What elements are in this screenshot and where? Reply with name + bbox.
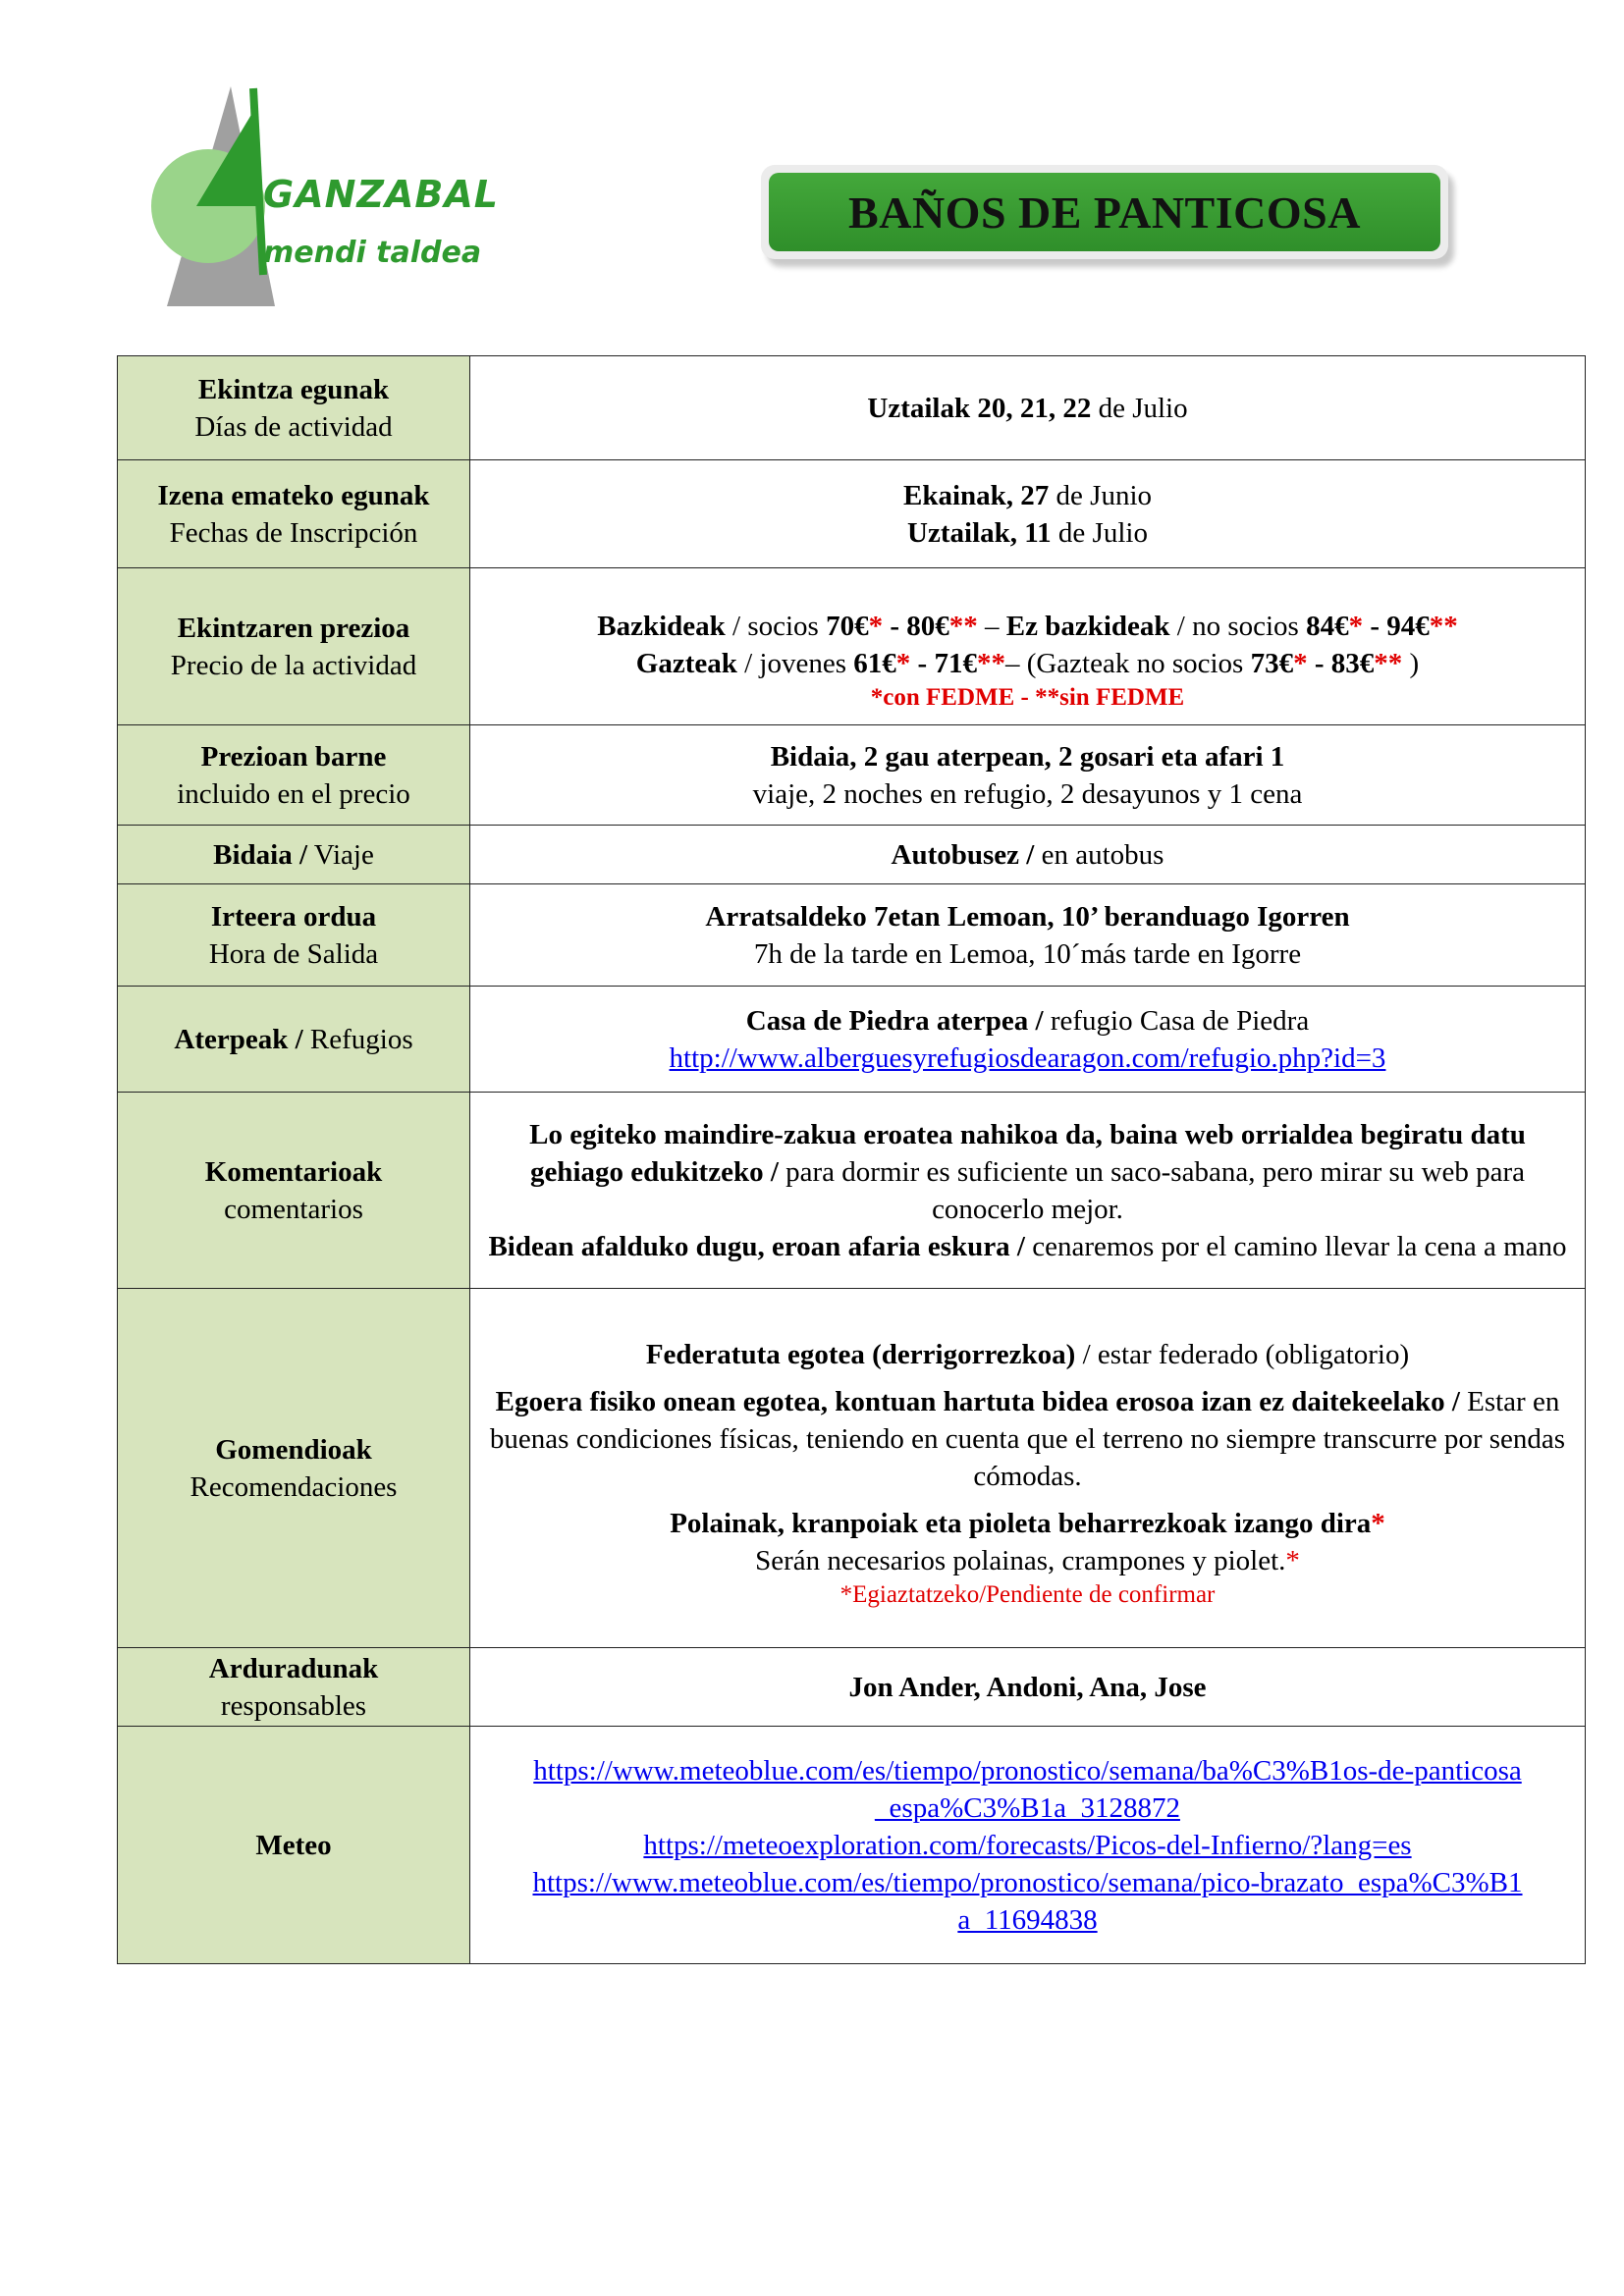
text-fragment: - 94€ xyxy=(1363,610,1430,642)
label-es: comentarios xyxy=(224,1193,363,1225)
row-viaje xyxy=(118,826,1586,884)
row-salida xyxy=(118,884,1586,987)
activity-table xyxy=(117,355,1586,1964)
text-fragment: Polainak, kranpoiak eta pioleta beharrezkoak izango dira xyxy=(670,1507,1372,1539)
text-fragment: ** xyxy=(976,647,1005,679)
text-fragment: Egoera fisiko onean egotea, kontuan hartuta bidea erosoa izan ez daitekeelako / xyxy=(495,1385,1460,1417)
text-fragment: * xyxy=(1371,1507,1385,1539)
text-fragment: ** xyxy=(1429,610,1458,642)
label-cell xyxy=(118,884,470,987)
text-fragment: Lo egiteko maindire-zakua eroatea nahikoa da, baina web orrialdea begiratu datu gehiago edukitzeko / xyxy=(529,1118,1526,1188)
label-es: responsables xyxy=(220,1689,367,1722)
text-fragment: * xyxy=(1348,610,1364,642)
text-fragment: * xyxy=(1293,647,1308,679)
label-eu: Irteera ordua xyxy=(210,900,377,933)
meteo-link-2[interactable]: https://meteoexploration.com/forecasts/Picos-del-Infierno/?lang=es xyxy=(643,1829,1412,1861)
title-banner xyxy=(761,165,1448,259)
text-fragment: Ez bazkideak xyxy=(1005,610,1170,642)
label-cell xyxy=(118,826,470,884)
row-refugios xyxy=(118,987,1586,1093)
row-meteo xyxy=(118,1727,1586,1964)
text-fragment: / estar federado (obligatorio) xyxy=(1075,1338,1410,1370)
text-fragment: 70€ xyxy=(826,610,869,642)
recommendation-1 xyxy=(484,1336,1571,1373)
inscription-day: Uztailak, 11 xyxy=(907,516,1052,549)
row-responsables xyxy=(118,1648,1586,1727)
text-fragment: ) xyxy=(1402,647,1420,679)
recommendation-note: *Egiaztatzeko/Pendiente de confirmar xyxy=(839,1580,1216,1608)
value-cell xyxy=(470,356,1586,460)
departure-es: 7h de la tarde en Lemoa, 10´más tarde en Igorre xyxy=(753,937,1302,970)
recommendation-3 xyxy=(484,1505,1571,1542)
recommendation-2 xyxy=(484,1383,1571,1495)
row-dias xyxy=(118,356,1586,460)
row-comentarios xyxy=(118,1093,1586,1289)
page-title: BAÑOS DE PANTICOSA xyxy=(848,187,1361,238)
label-cell xyxy=(118,1727,470,1964)
value-cell xyxy=(470,1289,1586,1648)
text-fragment: * xyxy=(895,647,911,679)
text-fragment: para dormir es suficiente un saco-sabana, pero mirar su web para conocerlo mejor. xyxy=(778,1155,1526,1225)
inscription-date-1 xyxy=(484,477,1571,514)
included-eu: Bidaia, 2 gau aterpean, 2 gosari eta afari 1 xyxy=(770,740,1285,773)
label-cell xyxy=(118,1289,470,1648)
label-eu: Komentarioak xyxy=(204,1155,383,1188)
text-fragment: / no socios xyxy=(1169,610,1307,642)
value-cell xyxy=(470,1727,1586,1964)
inscription-day: Ekainak, 27 xyxy=(902,479,1050,511)
text-fragment: 73€ xyxy=(1250,647,1294,679)
text-fragment: * xyxy=(1285,1544,1300,1576)
label-eu: Ekintzaren prezioa xyxy=(177,612,410,644)
refuge-name xyxy=(484,1002,1571,1040)
label-cell xyxy=(118,460,470,568)
label-eu: Aterpeak / xyxy=(174,1023,303,1055)
dates-value: Uztailak 20, 21, 22 xyxy=(867,392,1092,424)
value-cell xyxy=(470,1648,1586,1727)
text-fragment: – (Gazteak no socios xyxy=(1004,647,1251,679)
text-fragment: Casa de Piedra aterpea / xyxy=(745,1004,1044,1037)
label-eu: Meteo xyxy=(255,1829,332,1861)
value-cell xyxy=(470,826,1586,884)
label-eu: Izena emateko egunak xyxy=(157,479,430,511)
label-es: Días de actividad xyxy=(194,410,393,443)
comment-1 xyxy=(484,1116,1571,1228)
label-cell xyxy=(118,1648,470,1727)
label-cell xyxy=(118,1093,470,1289)
text-fragment: Bidean afalduko dugu, eroan afaria eskura / xyxy=(488,1230,1025,1262)
value-cell xyxy=(470,884,1586,987)
price-note: *con FEDME - **sin FEDME xyxy=(870,683,1185,711)
text-fragment: / socios xyxy=(725,610,827,642)
label-cell xyxy=(118,356,470,460)
text-fragment: - 83€ xyxy=(1307,647,1375,679)
label-eu: Arduradunak xyxy=(208,1652,379,1684)
label-cell xyxy=(118,568,470,725)
text-fragment: cenaremos por el camino llevar la cena a mano xyxy=(1025,1230,1567,1262)
text-fragment: 84€ xyxy=(1306,610,1349,642)
included-es: viaje, 2 noches en refugio, 2 desayunos y 1 cena xyxy=(752,777,1303,810)
title-banner-inner xyxy=(769,173,1440,251)
value-cell xyxy=(470,460,1586,568)
price-line-youth xyxy=(484,645,1571,682)
text-fragment: – xyxy=(977,610,1006,642)
text-fragment: - 71€ xyxy=(910,647,977,679)
label-cell xyxy=(118,725,470,826)
logo-name: GANZABAL xyxy=(263,173,499,216)
text-fragment: ** xyxy=(948,610,978,642)
meteo-link-1[interactable]: https://www.meteoblue.com/es/tiempo/pronostico/semana/ba%C3%B1os-de-panticosa_espa%C3%B1a_3128872 xyxy=(533,1754,1522,1824)
label-es: Precio de la actividad xyxy=(170,649,417,681)
travel-eu: Autobusez / xyxy=(891,838,1035,871)
row-precio xyxy=(118,568,1586,725)
text-fragment: Gazteak xyxy=(635,647,737,679)
inscription-date-2 xyxy=(484,514,1571,552)
text-fragment: Bazkideak xyxy=(597,610,726,642)
text-fragment: * xyxy=(868,610,884,642)
label-es: Viaje xyxy=(307,838,374,871)
logo-subtitle: mendi taldea xyxy=(263,236,482,270)
label-es: Hora de Salida xyxy=(208,937,379,970)
dates-month: de Julio xyxy=(1091,392,1188,424)
text-fragment: - 80€ xyxy=(883,610,949,642)
label-eu: Gomendioak xyxy=(215,1433,372,1466)
label-eu: Bidaia / xyxy=(213,838,308,871)
label-es: Recomendaciones xyxy=(189,1470,398,1503)
text-fragment: refugio Casa de Piedra xyxy=(1043,1004,1310,1037)
row-incluido xyxy=(118,725,1586,826)
value-cell xyxy=(470,725,1586,826)
row-recomendaciones xyxy=(118,1289,1586,1648)
value-cell xyxy=(470,1093,1586,1289)
label-es: Fechas de Inscripción xyxy=(169,516,418,549)
recommendation-4 xyxy=(484,1542,1571,1579)
meteo-link-3[interactable]: https://www.meteoblue.com/es/tiempo/pronostico/semana/pico-brazato_espa%C3%B1a_11694838 xyxy=(532,1866,1523,1936)
value-cell xyxy=(470,568,1586,725)
value-cell xyxy=(470,987,1586,1093)
label-es: incluido en el precio xyxy=(177,777,410,810)
row-inscripcion xyxy=(118,460,1586,568)
label-eu: Ekintza egunak xyxy=(197,373,390,405)
text-fragment: 61€ xyxy=(853,647,896,679)
label-eu: Prezioan barne xyxy=(200,740,387,773)
refuge-link[interactable]: http://www.alberguesyrefugiosdearagon.com/refugio.php?id=3 xyxy=(669,1041,1386,1074)
departure-eu: Arratsaldeko 7etan Lemoan, 10’ beranduago Igorren xyxy=(705,900,1350,933)
text-fragment: Estar en buenas condiciones físicas, teniendo en cuenta que el terreno no siempre transcurre por sendas cómodas. xyxy=(489,1385,1566,1492)
text-fragment: Serán necesarios polainas, crampones y piolet. xyxy=(755,1544,1286,1576)
comment-2 xyxy=(484,1228,1571,1265)
text-fragment: / jovenes xyxy=(736,647,854,679)
text-fragment: Federatuta egotea (derrigorrezkoa) xyxy=(645,1338,1076,1370)
travel-es: en autobus xyxy=(1034,838,1164,871)
label-es: Refugios xyxy=(302,1023,413,1055)
price-line-members xyxy=(484,608,1571,645)
inscription-month: de Junio xyxy=(1049,479,1152,511)
label-cell xyxy=(118,987,470,1093)
text-fragment: ** xyxy=(1374,647,1403,679)
responsables-value: Jon Ander, Andoni, Ana, Jose xyxy=(848,1671,1207,1703)
logo xyxy=(137,79,511,314)
inscription-month: de Julio xyxy=(1051,516,1148,549)
